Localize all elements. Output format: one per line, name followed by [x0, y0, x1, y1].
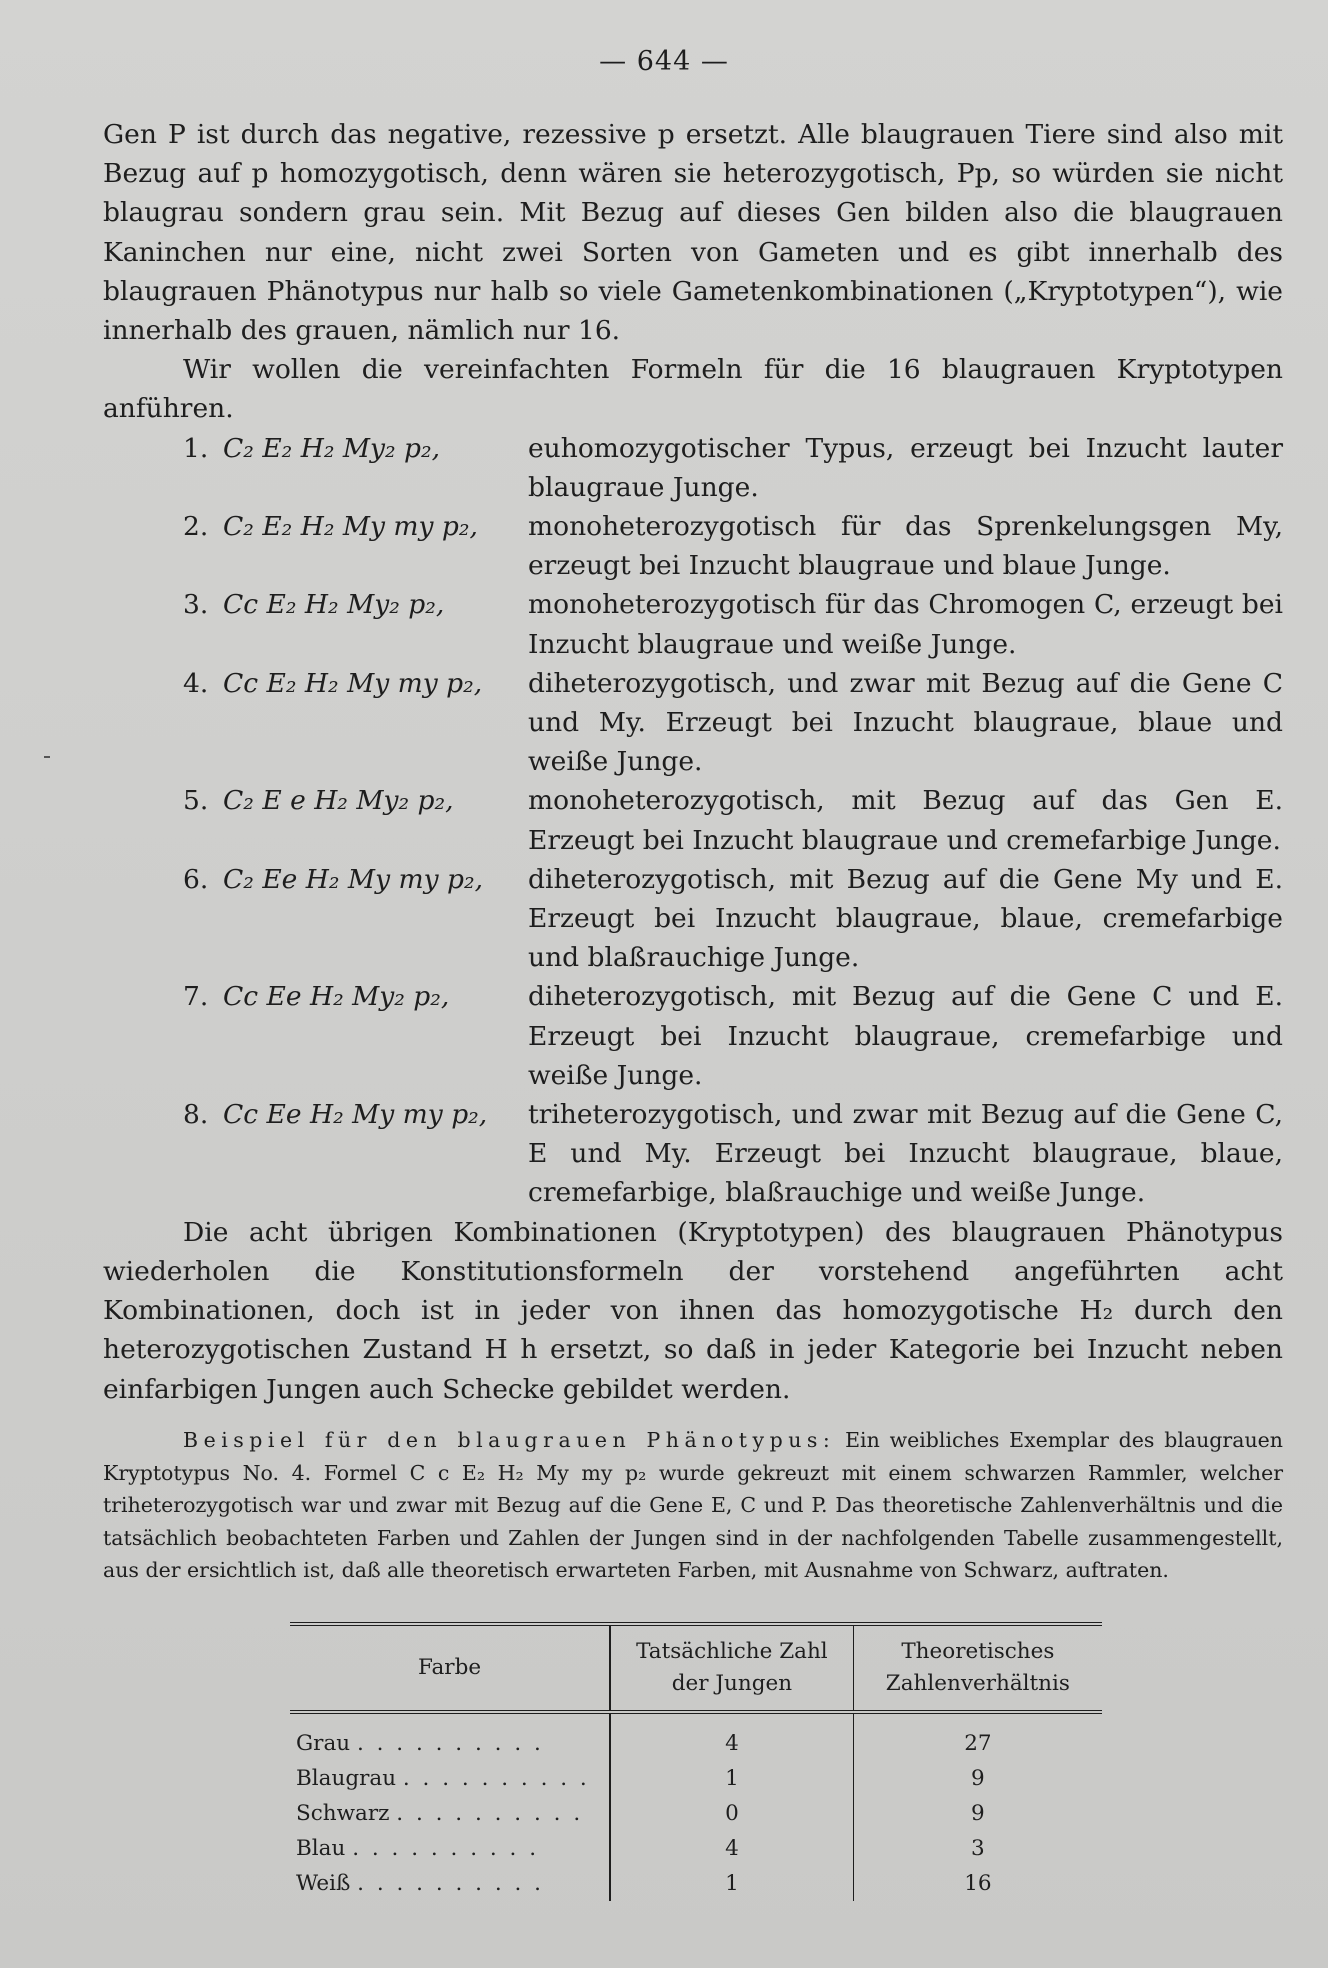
row-color: Grau: [296, 1731, 351, 1756]
leader-dots: . . . . . . . . . .: [352, 1836, 540, 1861]
row-actual: 1: [610, 1761, 853, 1796]
formula-entry-2: [103, 507, 1283, 585]
entry-formula: C₂ Ee H₂ My my p₂,: [223, 863, 483, 895]
entry-formula: C₂ E e H₂ My₂ p₂,: [223, 785, 454, 817]
entry-number: 6.: [183, 863, 209, 895]
row-theoretical: 3: [853, 1831, 1102, 1866]
header-theoretical-line-2: Zahlenverhältnis: [885, 1671, 1070, 1696]
entry-number: 3.: [183, 589, 209, 621]
entry-number: 5.: [183, 785, 209, 817]
entry-formula: Cc E₂ H₂ My₂ p₂,: [223, 589, 445, 621]
formula-entry-6: [103, 860, 1283, 978]
leader-dots: . . . . . . . . . .: [402, 1766, 590, 1791]
page-number: — 644 —: [599, 46, 729, 77]
example-text: Ein weibliches Exemplar des blaugrauen Kryptotypus No. 4. Formel C c E₂ H₂ My my p₂ wurde gekreuzt mit einem schwarzen Rammler, welcher triheterozygotisch war und zwar mit Bezug auf die Gene E, C und P. Das theoretische Zahlenverhältnis und die tatsächlich beobachteten Farben und Zahlen der Jungen sind in der nachfolgenden Tabelle zusammengestellt, aus der ersichtlich ist, daß alle theoretisch erwarteten Farben, mit Ausnahme von Schwarz, auftraten.: [103, 1428, 1283, 1582]
entry-number: 1.: [183, 432, 209, 464]
row-color: Blau: [296, 1836, 346, 1861]
entry-description: monoheterozygotisch für das Chromogen C, erzeugt bei Inzucht blaugraue und weiße Junge.: [528, 589, 1283, 660]
entry-number: 7.: [183, 981, 209, 1013]
formula-list: [103, 429, 1283, 1213]
table-row: [290, 1726, 1102, 1761]
header-theoretical-line-1: Theoretisches: [901, 1639, 1055, 1664]
entry-description: euhomozygotischer Typus, erzeugt bei Inzucht lauter blaugraue Junge.: [528, 432, 1283, 503]
entry-formula: Cc Ee H₂ My my p₂,: [223, 1099, 488, 1131]
leader-dots: . . . . . . . . . .: [357, 1871, 545, 1896]
entry-description: diheterozygotisch, mit Bezug auf die Gene C und E. Erzeugt bei Inzucht blaugraue, cremefarbige und weiße Junge.: [528, 981, 1283, 1091]
intro-paragraph-1: Gen P ist durch das negative, rezessive p ersetzt. Alle blaugrauen Tiere sind also mit Bezug auf p homozygotisch, denn wären sie heterozygotisch, Pp, so würden sie nicht blaugrau sondern grau sein. Mit Bezug auf dieses Gen bilden also die blaugrauen Kaninchen nur eine, nicht zwei Sorten von Gameten und es gibt innerhalb des blaugrauen Phänotypus nur halb so viele Gametenkombinationen („Kryptotypen“), wie innerhalb des grauen, nämlich nur 16.: [103, 119, 1283, 347]
entry-formula: C₂ E₂ H₂ My₂ p₂,: [223, 432, 441, 464]
entry-formula: Cc Ee H₂ My₂ p₂,: [223, 981, 450, 1013]
intro-paragraph-2: Wir wollen die vereinfachten Formeln für die 16 blaugrauen Kryptotypen anführen.: [103, 354, 1283, 425]
row-actual: 4: [610, 1726, 853, 1761]
entry-number: 2.: [183, 511, 209, 543]
row-actual: 0: [610, 1796, 853, 1831]
header-theoretical: [853, 1624, 1102, 1712]
table-row: [290, 1761, 1102, 1796]
header-actual-line-2: der Jungen: [671, 1671, 793, 1696]
formula-entry-1: [103, 429, 1283, 507]
entry-description: diheterozygotisch, und zwar mit Bezug auf die Gene C und My. Erzeugt bei Inzucht blaugraue, blaue und weiße Junge.: [528, 667, 1283, 778]
entry-description: diheterozygotisch, mit Bezug auf die Gene My und E. Erzeugt bei Inzucht blaugraue, blaue, cremefarbige und blaßrauchige Junge.: [528, 863, 1283, 974]
entry-number: 8.: [183, 1099, 209, 1131]
row-color: Weiß: [296, 1871, 351, 1896]
example-paragraph: [103, 1424, 1283, 1587]
formula-entry-5: [103, 781, 1283, 859]
entry-formula: C₂ E₂ H₂ My my p₂,: [223, 511, 478, 543]
closing-paragraph: Die acht übrigen Kombinationen (Kryptotypen) des blaugrauen Phänotypus wiederholen die Konstitutionsformeln der vorstehend angeführten acht Kombinationen, doch ist in jeder von ihnen das homozygotische H₂ durch den heterozygotischen Zustand H h ersetzt, so daß in jeder Kategorie bei Inzucht neben einfarbigen Jungen auch Schecke gebildet werden.: [103, 1216, 1283, 1405]
entry-description: monoheterozygotisch, mit Bezug auf das Gen E. Erzeugt bei Inzucht blaugraue und cremefarbige Junge.: [528, 785, 1283, 856]
table-row: [290, 1712, 1102, 1726]
entry-formula: Cc E₂ H₂ My my p₂,: [223, 667, 483, 699]
entry-number: 4.: [183, 667, 209, 699]
results-table: [290, 1622, 1102, 1901]
row-theoretical: 16: [853, 1866, 1102, 1901]
row-theoretical: 27: [853, 1726, 1102, 1761]
leader-dots: . . . . . . . . . .: [356, 1731, 544, 1756]
table-row: [290, 1831, 1102, 1866]
row-theoretical: 9: [853, 1796, 1102, 1831]
formula-entry-4: [103, 664, 1283, 782]
formula-entry-7: [103, 977, 1283, 1095]
main-text: [103, 115, 1283, 1409]
row-actual: 4: [610, 1831, 853, 1866]
header-actual-line-1: Tatsächliche Zahl: [636, 1639, 828, 1664]
row-color: Schwarz: [296, 1801, 390, 1826]
formula-entry-3: [103, 585, 1283, 663]
table-header-row: [290, 1624, 1102, 1712]
header-farbe: Farbe: [290, 1624, 610, 1712]
table-row: [290, 1796, 1102, 1831]
example-heading: Beispiel für den blaugrauen Phänotypus:: [183, 1428, 836, 1452]
margin-mark: [44, 756, 50, 758]
row-theoretical: 9: [853, 1761, 1102, 1796]
formula-entry-8: [103, 1095, 1283, 1213]
entry-description: triheterozygotisch, und zwar mit Bezug auf die Gene C, E und My. Erzeugt bei Inzucht blaugraue, blaue, cremefarbige, blaßrauchige und weiße Junge.: [528, 1099, 1283, 1209]
table-row: [290, 1866, 1102, 1901]
row-actual: 1: [610, 1866, 853, 1901]
entry-description: monoheterozygotisch für das Sprenkelungsgen My, erzeugt bei Inzucht blaugraue und blaue Junge.: [528, 511, 1283, 582]
leader-dots: . . . . . . . . . .: [396, 1801, 584, 1826]
row-color: Blaugrau: [296, 1766, 397, 1791]
header-actual: [610, 1624, 853, 1712]
